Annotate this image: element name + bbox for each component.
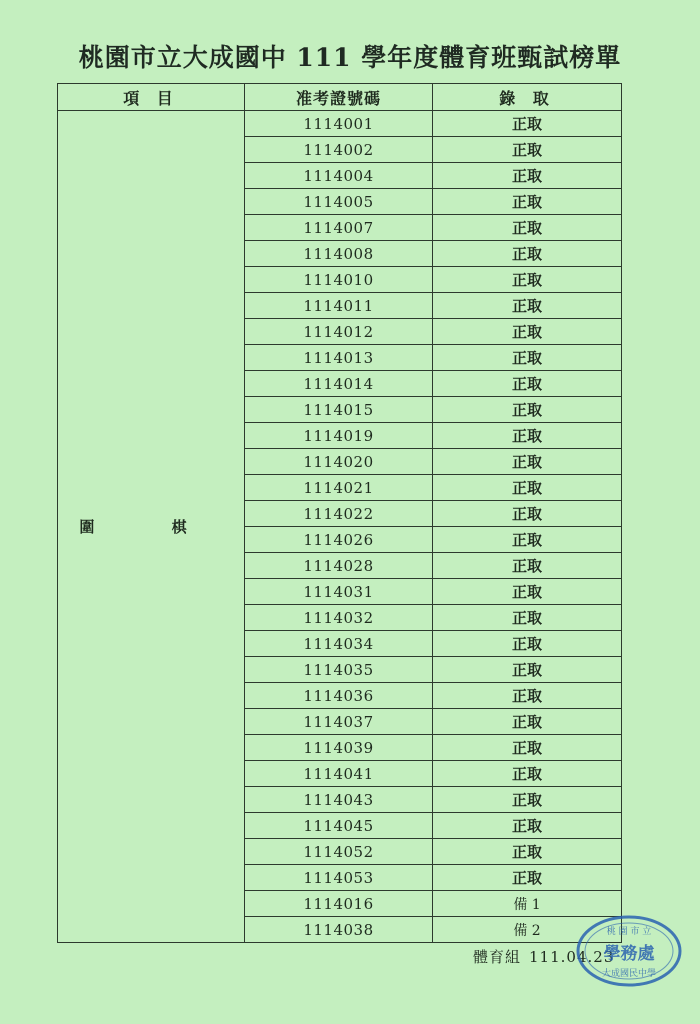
exam-number-cell: 1114011 (245, 293, 433, 319)
result-cell: 正取 (433, 345, 622, 371)
result-cell: 正取 (433, 683, 622, 709)
exam-number-cell: 1114026 (245, 527, 433, 553)
svg-text:桃 園 市 立: 桃 園 市 立 (606, 927, 652, 937)
result-cell: 正取 (433, 111, 622, 137)
result-cell: 正取 (433, 423, 622, 449)
table-header-row (58, 84, 622, 111)
exam-number-cell: 1114022 (245, 501, 433, 527)
result-cell: 正取 (433, 449, 622, 475)
result-cell: 正取 (433, 293, 622, 319)
result-cell: 正取 (433, 735, 622, 761)
exam-number-cell: 1114039 (245, 735, 433, 761)
result-cell: 正取 (433, 215, 622, 241)
exam-number-cell: 1114041 (245, 761, 433, 787)
exam-number-cell: 1114021 (245, 475, 433, 501)
exam-number-cell: 1114043 (245, 787, 433, 813)
result-cell: 正取 (433, 709, 622, 735)
header-exam-number: 准考證號碼 (245, 84, 433, 111)
result-cell: 正取 (433, 319, 622, 345)
result-cell: 正取 (433, 787, 622, 813)
exam-number-cell: 1114002 (245, 137, 433, 163)
result-cell: 正取 (433, 657, 622, 683)
exam-number-cell: 1114007 (245, 215, 433, 241)
exam-number-cell: 1114001 (245, 111, 433, 137)
exam-number-cell: 1114008 (245, 241, 433, 267)
result-cell: 正取 (433, 761, 622, 787)
exam-number-cell: 1114016 (245, 891, 433, 917)
admission-table (57, 83, 622, 943)
exam-number-cell: 1114015 (245, 397, 433, 423)
result-cell: 正取 (433, 839, 622, 865)
footer-unit: 體育組 (473, 948, 522, 966)
exam-number-cell: 1114032 (245, 605, 433, 631)
svg-text:學務處: 學務處 (603, 944, 655, 964)
header-result: 錄 取 (433, 84, 622, 111)
exam-number-cell: 1114019 (245, 423, 433, 449)
table-row (58, 111, 622, 137)
exam-number-cell: 1114014 (245, 371, 433, 397)
result-cell: 正取 (433, 501, 622, 527)
header-subject: 項 目 (58, 84, 245, 111)
result-cell: 正取 (433, 397, 622, 423)
exam-number-cell: 1114010 (245, 267, 433, 293)
result-cell: 正取 (433, 189, 622, 215)
svg-text:大成國民中學: 大成國民中學 (601, 969, 657, 979)
result-cell: 正取 (433, 527, 622, 553)
result-cell: 備 1 (433, 891, 622, 917)
exam-number-cell: 1114012 (245, 319, 433, 345)
exam-number-cell: 1114038 (245, 917, 433, 943)
result-cell: 正取 (433, 865, 622, 891)
result-cell: 正取 (433, 475, 622, 501)
result-cell: 正取 (433, 163, 622, 189)
exam-number-cell: 1114036 (245, 683, 433, 709)
exam-number-cell: 1114034 (245, 631, 433, 657)
result-cell: 正取 (433, 371, 622, 397)
subject-cell: 圍 棋 (58, 111, 245, 943)
exam-number-cell: 1114028 (245, 553, 433, 579)
exam-number-cell: 1114020 (245, 449, 433, 475)
result-cell: 備 2 (433, 917, 622, 943)
exam-number-cell: 1114053 (245, 865, 433, 891)
exam-number-cell: 1114005 (245, 189, 433, 215)
exam-number-cell: 1114013 (245, 345, 433, 371)
result-cell: 正取 (433, 553, 622, 579)
result-cell: 正取 (433, 241, 622, 267)
footer-date: 111.04.23 (529, 948, 615, 966)
result-cell: 正取 (433, 137, 622, 163)
table-body (58, 111, 622, 943)
exam-number-cell: 1114037 (245, 709, 433, 735)
result-cell: 正取 (433, 605, 622, 631)
result-cell: 正取 (433, 813, 622, 839)
result-cell: 正取 (433, 267, 622, 293)
exam-number-cell: 1114004 (245, 163, 433, 189)
page-title: 桃園市立大成國中 111 學年度體育班甄試榜單 (78, 43, 622, 72)
exam-number-cell: 1114052 (245, 839, 433, 865)
exam-number-cell: 1114031 (245, 579, 433, 605)
exam-number-cell: 1114035 (245, 657, 433, 683)
result-cell: 正取 (433, 631, 622, 657)
school-seal-stamp (575, 914, 683, 988)
result-cell: 正取 (433, 579, 622, 605)
exam-number-cell: 1114045 (245, 813, 433, 839)
